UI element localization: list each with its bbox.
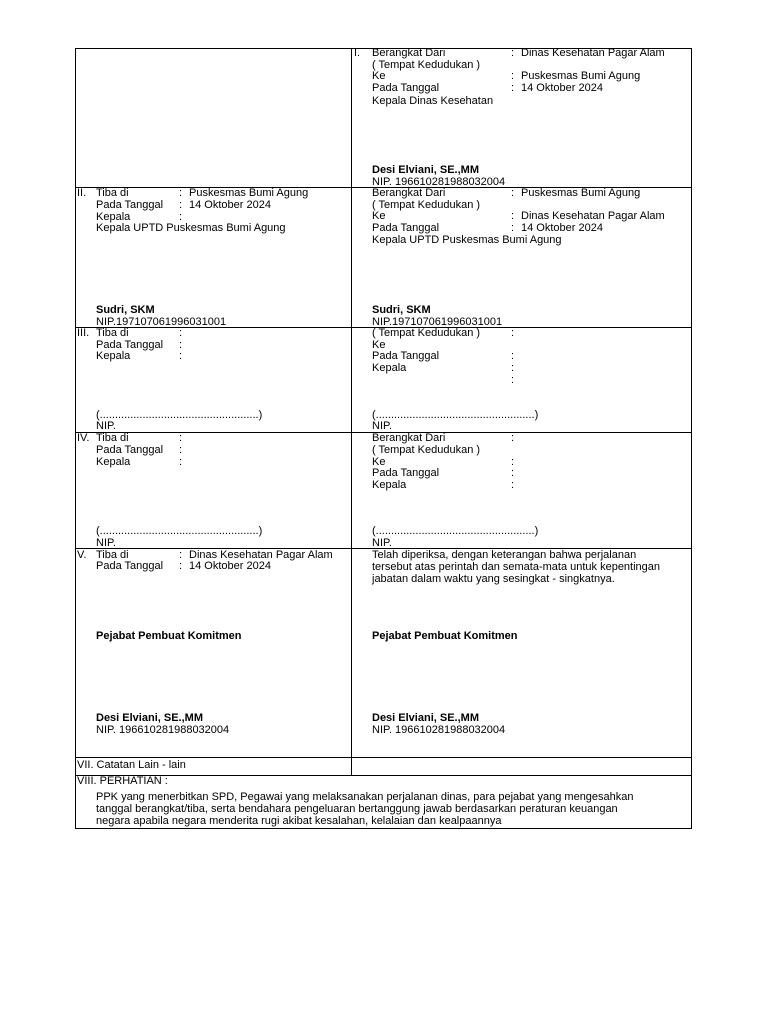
section-4-number: IV. [77,432,90,444]
section-3-right-extra-colon: : [511,374,515,386]
section-3-kepala-colon: : [179,350,183,362]
section-1-signer-name: Desi Elviani, SE.,MM [372,164,479,176]
section-3-signature-line: (....................................................) [96,409,263,421]
section-2-tanggal-value: 14 Oktober 2024 [189,199,271,211]
section-1-jabatan: Kepala Dinas Kesehatan [372,95,494,107]
section-4-right-ke-colon: : [511,456,515,468]
section-2-kepala-label: Kepala [96,211,131,223]
section-2-jabatan: Kepala UPTD Puskesmas Bumi Agung [96,222,286,234]
section-2-right-signer-name: Sudri, SKM [372,304,431,316]
section-2-number: II. [77,187,87,199]
section-1-tanggal-label: Pada Tanggal [372,82,440,94]
section-3-right-kepala-colon: : [511,362,515,374]
section-4-right-tanggal-colon: : [511,467,515,479]
section-5-tanggal-label: Pada Tanggal [96,560,164,572]
section-2-tanggal-colon: : [179,199,183,211]
table-border-right [691,48,692,829]
section-2-right-ke-value: Dinas Kesehatan Pagar Alam [521,210,665,222]
row-divider-5 [75,757,692,758]
section-4-tanggal-label: Pada Tanggal [96,444,164,456]
section-2-signer-nip: NIP.197107061996031001 [96,316,227,328]
section-5-tiba-label: Tiba di [96,549,129,561]
section-4-tiba-colon: : [179,432,183,444]
section-2-right-ke-label: Ke [372,210,386,222]
section-4-tiba-label: Tiba di [96,432,129,444]
section-3-tiba-label: Tiba di [96,327,129,339]
section-1-berangkat-label: Berangkat Dari [372,47,446,59]
section-2-tanggal-label: Pada Tanggal [96,199,164,211]
section-5-signer-nip: NIP. 196610281988032004 [96,724,230,736]
section-5-tanggal-value: 14 Oktober 2024 [189,560,271,572]
section-5-right-statement: Telah diperiksa, dengan keterangan bahwa perjalanan tersebut atas perintah dan semata-mata untuk kepentingan jabatan dalam waktu yang sesingkat - singkatnya. [372,549,661,585]
section-3-right-tanggal-colon: : [511,350,515,362]
section-2-kepala-colon: : [179,211,183,223]
section-4-right-berangkat-label: Berangkat Dari [372,432,446,444]
section-1-ke-label: Ke [372,70,386,82]
section-1-tempat-label: ( Tempat Kedudukan ) [372,59,481,71]
section-2-tiba-label: Tiba di [96,187,129,199]
section-2-signer-name: Sudri, SKM [96,304,155,316]
section-1-ke-colon: : [511,70,515,82]
section-4-right-signature-line: (....................................................) [372,525,539,537]
section-2-right-signer-nip: NIP.197107061996031001 [372,316,503,328]
section-4-kepala-label: Kepala [96,456,131,468]
section-2-tiba-value: Puskesmas Bumi Agung [189,187,309,199]
section-2-right-jabatan: Kepala UPTD Puskesmas Bumi Agung [372,234,562,246]
section-3-right-ke-label: Ke [372,339,386,351]
section-2-right-berangkat-value: Puskesmas Bumi Agung [521,187,641,199]
section-4-right-tempat-label: ( Tempat Kedudukan ) [372,444,481,456]
section-3-number: III. [77,327,90,339]
section-5-right-ppk-title: Pejabat Pembuat Komitmen [372,630,518,642]
section-4-right-berangkat-colon: : [511,432,515,444]
section-2-right-tanggal-label: Pada Tanggal [372,222,440,234]
section-5-tiba-value: Dinas Kesehatan Pagar Alam [189,549,333,561]
section-1-number: I. [354,47,361,59]
table-border-bottom [75,828,692,829]
section-3-right-tempat-label: ( Tempat Kedudukan ) [372,327,481,339]
section-4-signature-line: (....................................................) [96,525,263,537]
section-3-tiba-colon: : [179,327,183,339]
section-3-right-nip: NIP. [372,420,392,432]
section-4-kepala-colon: : [179,456,183,468]
section-3-right-tempat-colon: : [511,327,515,339]
section-3-tanggal-label: Pada Tanggal [96,339,164,351]
section-2-right-berangkat-label: Berangkat Dari [372,187,446,199]
section-5-signer-name: Desi Elviani, SE.,MM [96,712,203,724]
table-column-divider [351,48,352,776]
section-4-right-kepala-label: Kepala [372,479,407,491]
notes-label: VII. Catatan Lain - lain [77,759,186,771]
attention-label: VIII. PERHATIAN : [77,775,168,787]
section-5-ppk-title: Pejabat Pembuat Komitmen [96,630,242,642]
section-3-tanggal-colon: : [179,339,183,351]
section-3-nip: NIP. [96,420,116,432]
section-2-right-tempat-label: ( Tempat Kedudukan ) [372,199,481,211]
section-3-kepala-label: Kepala [96,350,131,362]
section-3-right-signature-line: (....................................................) [372,409,539,421]
section-5-right-signer-nip: NIP. 196610281988032004 [372,724,506,736]
section-2-right-berangkat-colon: : [511,187,515,199]
section-4-right-nip: NIP. [372,537,392,549]
section-1-signer-nip: NIP. 196610281988032004 [372,176,506,188]
section-4-tanggal-colon: : [179,444,183,456]
section-1-tanggal-colon: : [511,82,515,94]
section-1-ke-value: Puskesmas Bumi Agung [521,70,641,82]
table-border-left [75,48,76,829]
section-5-tiba-colon: : [179,549,183,561]
section-4-nip: NIP. [96,537,116,549]
section-1-tanggal-value: 14 Oktober 2024 [521,82,603,94]
section-5-tanggal-colon: : [179,560,183,572]
section-2-right-tanggal-colon: : [511,222,515,234]
section-4-right-tanggal-label: Pada Tanggal [372,467,440,479]
section-3-right-kepala-label: Kepala [372,362,407,374]
section-4-right-ke-label: Ke [372,456,386,468]
section-2-right-ke-colon: : [511,210,515,222]
section-2-tiba-colon: : [179,187,183,199]
section-2-right-tanggal-value: 14 Oktober 2024 [521,222,603,234]
section-5-right-signer-name: Desi Elviani, SE.,MM [372,712,479,724]
section-4-right-kepala-colon: : [511,479,515,491]
attention-body: PPK yang menerbitkan SPD, Pegawai yang melaksanakan perjalanan dinas, para pejabat yang mengesahkan tanggal berangkat/tiba, serta bendahara pengeluaran bertanggung jawab berdasarkan peraturan keuangan negara apabila negara menderita rugi akibat kesalahan, kelalaian dan kealpaannya [96,791,634,827]
section-1-berangkat-value: Dinas Kesehatan Pagar Alam [521,47,665,59]
section-1-berangkat-colon: : [511,47,515,59]
section-3-right-tanggal-label: Pada Tanggal [372,350,440,362]
section-5-number: V. [77,549,87,561]
